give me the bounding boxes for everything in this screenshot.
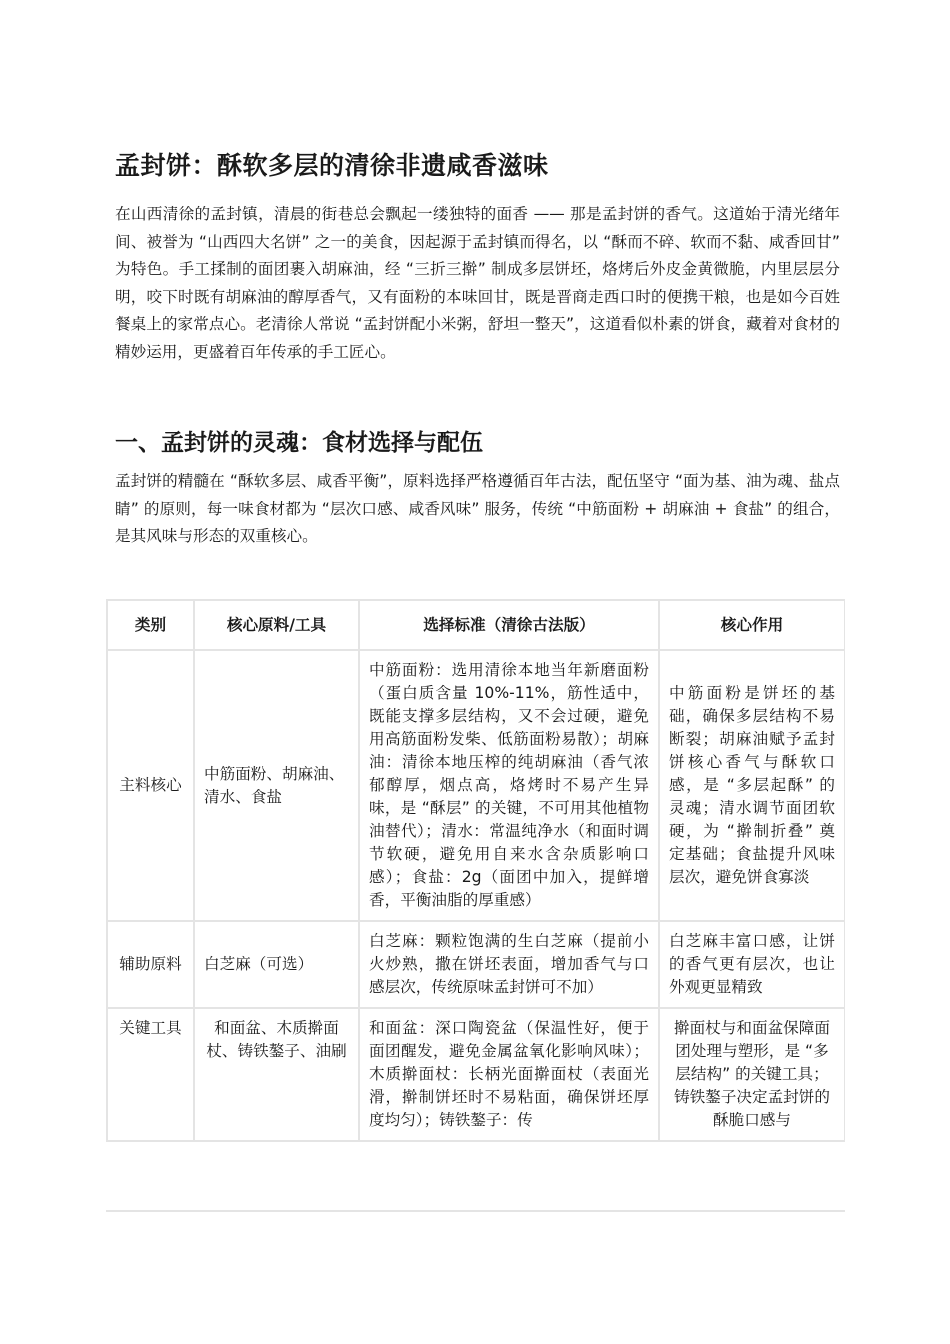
header-ingredients: 核心原料/工具 bbox=[194, 600, 359, 650]
cell-category: 主料核心 bbox=[107, 650, 194, 921]
cell-ingredients: 中筋面粉、胡麻油、清水、食盐 bbox=[194, 650, 359, 921]
table-row bbox=[107, 1008, 845, 1141]
table-header-row bbox=[107, 600, 845, 650]
cell-criteria: 和面盆：深口陶瓷盆（保温性好，便于面团醒发，避免金属盆氧化影响风味）；木质擀面杖：长柄光面擀面杖（表面光滑，擀制饼坯时不易粘面，确保饼坯厚度均匀）；铸铁鏊子：传 bbox=[359, 1008, 659, 1141]
cell-category: 辅助原料 bbox=[107, 921, 194, 1008]
table-row bbox=[107, 921, 845, 1008]
page-title: 孟封饼：酥软多层的清徐非遗咸香滋味 bbox=[115, 151, 549, 180]
header-role: 核心作用 bbox=[659, 600, 845, 650]
cell-criteria: 白芝麻：颗粒饱满的生白芝麻（提前小火炒熟，撒在饼坯表面，增加香气与口感层次，传统原味孟封饼可不加） bbox=[359, 921, 659, 1008]
cell-ingredients: 和面盆、木质擀面杖、铸铁鏊子、油刷 bbox=[194, 1008, 359, 1141]
section-heading: 一、孟封饼的灵魂：食材选择与配伍 bbox=[115, 430, 483, 456]
cell-role: 中筋面粉是饼坯的基础，确保多层结构不易断裂；胡麻油赋予孟封饼核心香气与酥软口感，是 “多层起酥” 的灵魂；清水调节面团软硬，为 “擀制折叠” 奠定基础；食盐提升风味层次，避免饼食寡淡 bbox=[659, 650, 845, 921]
header-criteria: 选择标准（清徐古法版） bbox=[359, 600, 659, 650]
cell-role: 白芝麻丰富口感，让饼的香气更有层次，也让外观更显精致 bbox=[659, 921, 845, 1008]
cell-criteria: 中筋面粉：选用清徐本地当年新磨面粉（蛋白质含量 10%-11%，筋性适中，既能支撑多层结构，又不会过硬，避免用高筋面粉发柴、低筋面粉易散）；胡麻油：清徐本地压榨的纯胡麻油（香气浓郁醇厚，烟点高，烙烤时不易产生异味，是 “酥层” 的关键，不可用其他植物油替代）；清水：常温纯净水（和面时调节软硬，避免用自来水含杂质影响口感）；食盐：2g（面团中加入，提鲜增香，平衡油脂的厚重感） bbox=[359, 650, 659, 921]
intro-paragraph: 在山西清徐的孟封镇，清晨的街巷总会飘起一缕独特的面香 —— 那是孟封饼的香气。这道始于清光绪年间、被誉为 “山西四大名饼” 之一的美食，因起源于孟封镇而得名，以 “酥而不碎、软而不黏、咸香回甘” 为特色。手工揉制的面团裹入胡麻油，经 “三折三擀” 制成多层饼坯，烙烤后外皮金黄微脆，内里层层分明，咬下时既有胡麻油的醇厚香气，又有面粉的本味回甘，既是晋商走西口时的便携干粮，也是如今百姓餐桌上的家常点心。老清徐人常说 “孟封饼配小米粥，舒坦一整天”，这道看似朴素的饼食，藏着对食材的精妙运用，更盛着百年传承的手工匠心。 bbox=[115, 205, 840, 361]
cell-category: 关键工具 bbox=[107, 1008, 194, 1141]
table-row bbox=[107, 650, 845, 921]
cell-ingredients: 白芝麻（可选） bbox=[194, 921, 359, 1008]
header-category: 类别 bbox=[107, 600, 194, 650]
ingredients-table bbox=[106, 599, 845, 1212]
cell-role: 擀面杖与和面盆保障面团处理与塑形，是 “多层结构” 的关键工具；铸铁鏊子决定孟封饼的酥脆口感与 bbox=[659, 1008, 845, 1141]
section-paragraph: 孟封饼的精髓在 “酥软多层、咸香平衡”，原料选择严格遵循百年古法，配伍坚守 “面为基、油为魂、盐点睛” 的原则，每一味食材都为 “层次口感、咸香风味” 服务，传统 “中筋面粉 + 胡麻油 + 食盐” 的组合，是其风味与形态的双重核心。 bbox=[115, 472, 840, 545]
